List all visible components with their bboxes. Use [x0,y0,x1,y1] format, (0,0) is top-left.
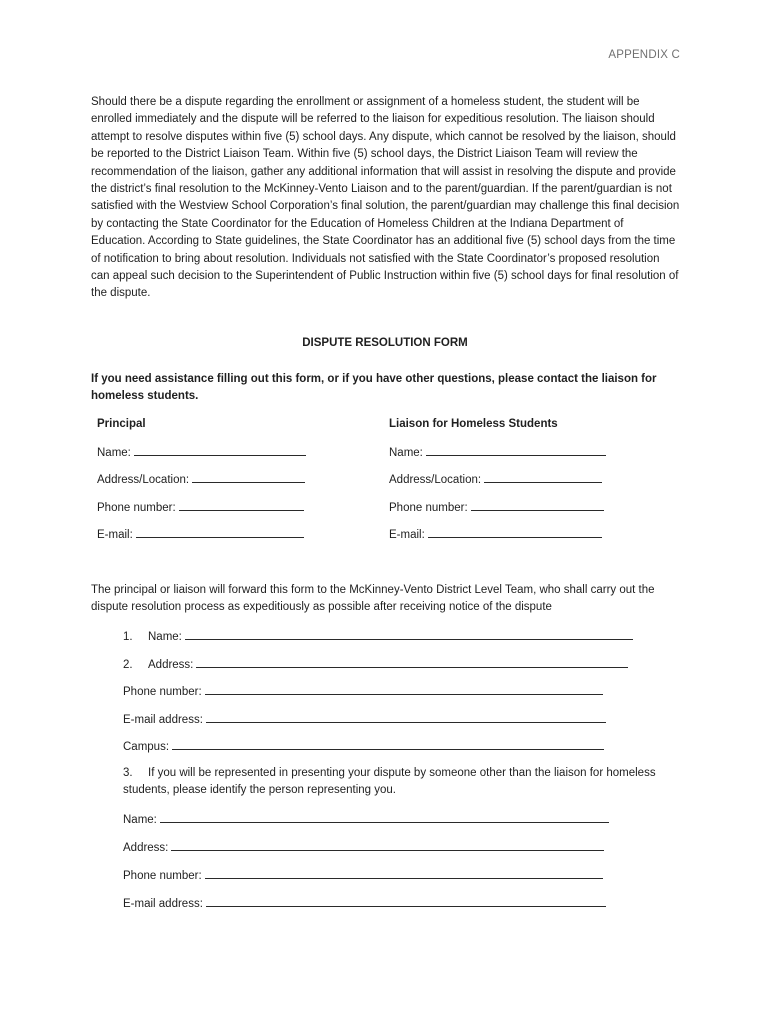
liaison-name-field[interactable] [426,444,606,456]
appendix-label: APPENDIX C [608,49,680,61]
principal-address-row [97,471,377,499]
liaison-address-label: Address/Location: [389,474,482,486]
liaison-email-label: E-mail: [389,529,425,541]
principal-name-label: Name: [97,446,131,459]
disputant-campus-field[interactable] [172,738,604,750]
disputant-email-field[interactable] [206,711,606,723]
principal-email-row [97,526,377,554]
form-title: DISPUTE RESOLUTION FORM [302,337,468,349]
representative-name-row [123,811,609,829]
representative-question-text: If you will be represented in presenting your dispute by someone other than the liaison for homeless students, please identify the person representing you. [123,767,656,797]
liaison-phone-row [389,499,669,527]
representative-email-row [123,895,606,913]
liaison-address-row [389,471,669,499]
disputant-campus-label: Campus: [123,741,170,753]
principal-address-label: Address/Location: [97,474,190,486]
item-1-number: 1. [123,631,133,643]
liaison-address-field[interactable] [484,471,602,483]
representative-name-label: Name: [123,814,157,826]
liaison-phone-label: Phone number: [389,501,468,514]
representative-phone-field[interactable] [205,867,603,879]
item-2-number: 2. [123,658,133,671]
representative-question [123,765,683,800]
representative-name-field[interactable] [160,811,609,823]
liaison-section [389,416,669,554]
principal-address-field[interactable] [192,471,305,483]
representative-address-label: Address: [123,842,169,854]
disputant-address-label: Address: [148,658,194,671]
principal-heading: Principal [97,418,146,430]
principal-name-field[interactable] [134,444,306,456]
assistance-note: If you need assistance filling out this form, or if you have other questions, please contact the liaison for homeless students. [91,373,657,403]
principal-name-row [97,444,377,472]
representative-address-field[interactable] [171,839,604,851]
representative-address-row [123,839,604,857]
liaison-email-row [389,526,669,554]
principal-phone-row [97,499,377,527]
disputant-name-row [123,628,633,646]
principal-phone-label: Phone number: [97,501,176,514]
principal-email-label: E-mail: [97,529,133,541]
representative-email-field[interactable] [206,895,606,907]
representative-phone-label: Phone number: [123,869,202,882]
disputant-campus-row [123,738,604,756]
principal-section [97,416,377,554]
disputant-address-field[interactable] [196,656,628,668]
representative-phone-row [123,867,603,885]
liaison-name-row [389,444,669,472]
liaison-heading: Liaison for Homeless Students [389,418,558,430]
forward-paragraph: The principal or liaison will forward this form to the McKinney-Vento District Level Team, who shall carry out the dispute resolution process as expeditiously as possible after receiving notice of the dispute [91,584,655,614]
item-3-number: 3. [123,767,133,779]
representative-email-label: E-mail address: [123,897,203,910]
intro-paragraph: Should there be a dispute regarding the enrollment or assignment of a homeless student, the student will be enrolled immediately and the dispute will be referred to the liaison for expeditious resolution. The liaison should attempt to resolve disputes within five (5) school days. Any dispute, which cannot be resolved by the liaison, should be reported to the District Liaison Team. Within five (5) school days, the District Liaison Team will review the recommendation of the liaison, gather any additional information that will assist in resolving the dispute and provide the district’s final resolution to the McKinney-Vento Liaison and to the parent/guardian. If the parent/guardian is not satisfied with the Westview School Corporation’s final solution, the parent/guardian may challenge this final decision by contacting the State Coordinator for the Education of Homeless Children at the Indiana Department of Education. According to State guidelines, the State Coordinator has an additional five (5) school days from the time of notification to bring about resolution. Individuals not satisfied with the State Coordinator’s proposed resolution can appeal such decision to the Superintendent of Public Instruction within five (5) school days for final resolution of the dispute. [91,96,680,300]
liaison-phone-field[interactable] [471,499,604,511]
disputant-name-field[interactable] [185,628,633,640]
disputant-email-label: E-mail address: [123,713,203,726]
liaison-email-field[interactable] [428,526,602,538]
disputant-name-label: Name: [148,631,182,643]
disputant-email-row [123,711,606,729]
liaison-name-label: Name: [389,446,423,459]
disputant-address-row [123,656,628,674]
principal-email-field[interactable] [136,526,304,538]
disputant-phone-field[interactable] [205,683,603,695]
disputant-phone-row [123,683,603,701]
principal-phone-field[interactable] [179,499,304,511]
disputant-phone-label: Phone number: [123,686,202,698]
